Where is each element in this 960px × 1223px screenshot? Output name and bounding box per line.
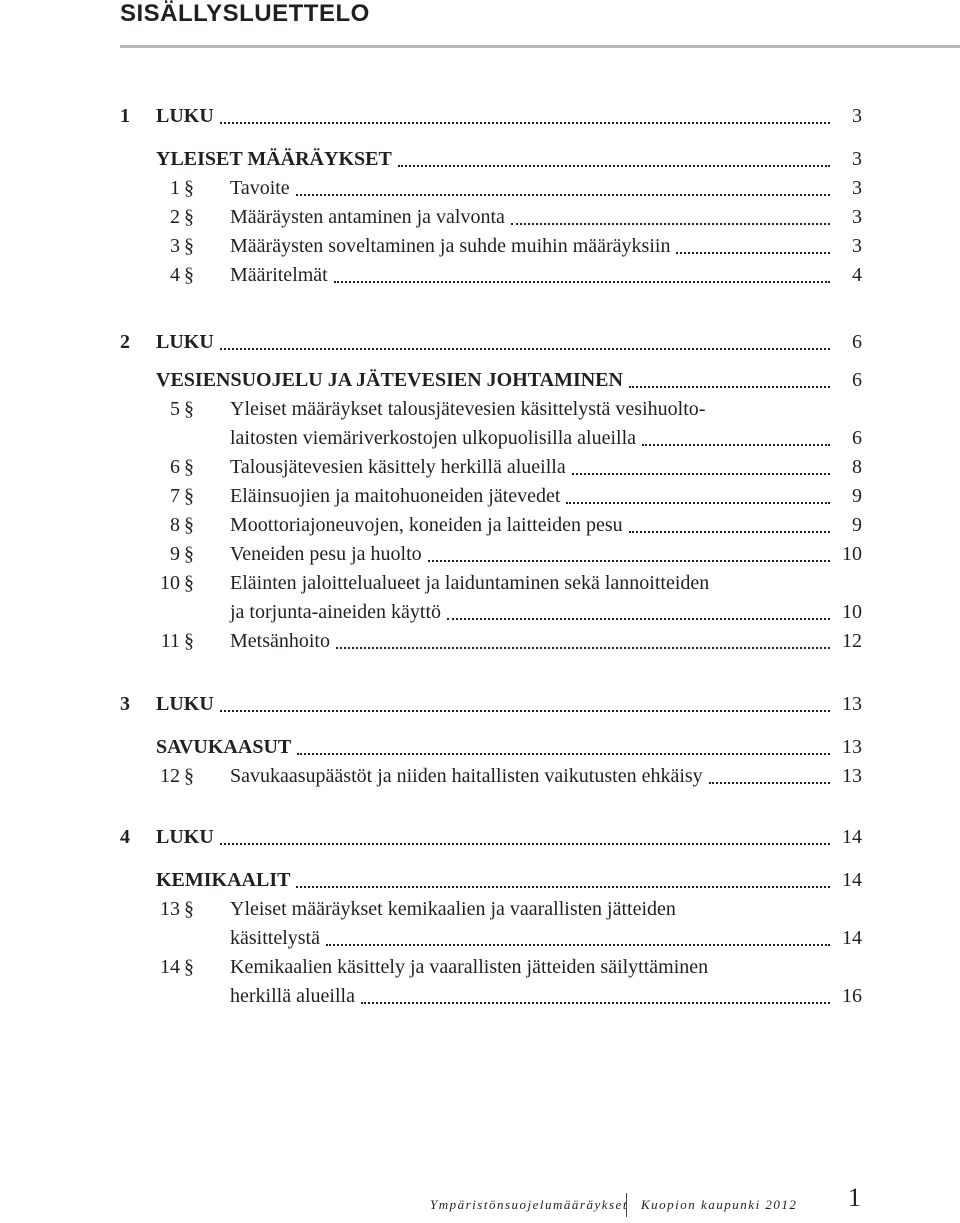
toc-page-number: 6 <box>852 427 862 449</box>
section-symbol: § <box>184 485 194 507</box>
toc-leader-dots <box>220 122 830 124</box>
toc-leader-dots <box>566 502 830 504</box>
toc-page-number: 14 <box>842 869 862 891</box>
toc-leader-dots <box>334 281 830 283</box>
toc-page-number: 9 <box>852 514 862 536</box>
section-symbol: § <box>184 956 194 978</box>
footer-page-number: 1 <box>848 1183 861 1212</box>
section-title: Kemikaalien käsittely ja vaarallisten jätteiden säilyttäminen <box>230 956 709 978</box>
chapter-label: LUKU <box>156 826 214 848</box>
chapter-title: KEMIKAALIT <box>156 869 291 891</box>
section-symbol: § <box>184 456 194 478</box>
toc-page-number: 6 <box>852 369 862 391</box>
section-title: Yleiset määräykset talousjätevesien käsittelystä vesihuolto- <box>230 398 706 420</box>
toc-page-number: 12 <box>842 630 862 652</box>
toc-page-number: 3 <box>852 148 862 170</box>
section-title: Veneiden pesu ja huolto <box>230 543 422 565</box>
section-symbol: § <box>184 264 194 286</box>
section-number: 13 <box>160 898 180 920</box>
toc-page-number: 3 <box>852 206 862 228</box>
chapter-number: 4 <box>120 826 130 848</box>
toc-page-number: 13 <box>842 765 862 787</box>
section-symbol: § <box>184 514 194 536</box>
toc-leader-dots <box>326 944 830 946</box>
section-title: Määritelmät <box>230 264 328 286</box>
page-footer <box>0 1183 960 1223</box>
section-title: Metsänhoito <box>230 630 330 652</box>
toc-leader-dots <box>629 386 830 388</box>
section-number: 14 <box>160 956 180 978</box>
chapter-title: VESIENSUOJELU JA JÄTEVESIEN JOHTAMINEN <box>156 369 623 391</box>
toc-page-number: 9 <box>852 485 862 507</box>
toc-leader-dots <box>220 710 830 712</box>
chapter-number: 3 <box>120 693 130 715</box>
section-number: 10 <box>160 572 180 594</box>
toc-leader-dots <box>296 194 830 196</box>
section-title: Yleiset määräykset kemikaalien ja vaarallisten jätteiden <box>230 898 676 920</box>
section-number: 12 <box>160 765 180 787</box>
toc-page-number: 3 <box>852 105 862 127</box>
toc-leader-dots <box>398 165 830 167</box>
section-title: Moottoriajoneuvojen, koneiden ja laitteiden pesu <box>230 514 623 536</box>
footer-publisher: Kuopion kaupunki 2012 <box>641 1197 798 1212</box>
footer-separator <box>626 1193 627 1217</box>
chapter-number: 1 <box>120 105 130 127</box>
section-title: Talousjätevesien käsittely herkillä alueilla <box>230 456 566 478</box>
chapter-label: LUKU <box>156 693 214 715</box>
toc-page-number: 13 <box>842 736 862 758</box>
section-number: 3 <box>170 235 180 257</box>
section-number: 9 <box>170 543 180 565</box>
toc-page-number: 3 <box>852 235 862 257</box>
section-number: 4 <box>170 264 180 286</box>
toc-leader-dots <box>297 753 830 755</box>
section-number: 2 <box>170 206 180 228</box>
chapter-title: SAVUKAASUT <box>156 736 292 758</box>
toc-page-number: 3 <box>852 177 862 199</box>
section-number: 5 <box>170 398 180 420</box>
toc-leader-dots <box>511 223 830 225</box>
section-symbol: § <box>184 543 194 565</box>
toc-leader-dots <box>220 843 830 845</box>
chapter-label: LUKU <box>156 331 214 353</box>
section-title: herkillä alueilla <box>230 985 355 1007</box>
toc-page-number: 8 <box>852 456 862 478</box>
toc-leader-dots <box>296 886 830 888</box>
section-title: Määräysten antaminen ja valvonta <box>230 206 505 228</box>
section-title: Tavoite <box>230 177 290 199</box>
toc-leader-dots <box>709 782 830 784</box>
section-title: Savukaasupäästöt ja niiden haitallisten vaikutusten ehkäisy <box>230 765 703 787</box>
toc-page-number: 14 <box>842 826 862 848</box>
section-number: 8 <box>170 514 180 536</box>
section-title: Eläinten jaloittelualueet ja laiduntaminen sekä lannoitteiden <box>230 572 710 594</box>
section-number: 6 <box>170 456 180 478</box>
toc-leader-dots <box>572 473 830 475</box>
toc-page-number: 14 <box>842 927 862 949</box>
section-symbol: § <box>184 235 194 257</box>
toc-page-number: 10 <box>842 601 862 623</box>
title-divider <box>120 45 960 48</box>
section-title: Eläinsuojien ja maitohuoneiden jätevedet <box>230 485 561 507</box>
chapter-label: LUKU <box>156 105 214 127</box>
toc-leader-dots <box>220 348 830 350</box>
toc-leader-dots <box>642 444 830 446</box>
toc-page-number: 16 <box>842 985 862 1007</box>
toc-leader-dots <box>428 560 830 562</box>
toc-page-number: 10 <box>842 543 862 565</box>
page-title: SISÄLLYSLUETTELO <box>120 0 370 27</box>
toc-page-number: 6 <box>852 331 862 353</box>
toc-leader-dots <box>336 647 830 649</box>
section-symbol: § <box>184 630 194 652</box>
toc-leader-dots <box>629 531 830 533</box>
toc-leader-dots <box>361 1002 830 1004</box>
section-title: Määräysten soveltaminen ja suhde muihin määräyksiin <box>230 235 671 257</box>
toc-page-number: 13 <box>842 693 862 715</box>
section-symbol: § <box>184 206 194 228</box>
section-symbol: § <box>184 177 194 199</box>
toc-leader-dots <box>447 618 830 620</box>
section-symbol: § <box>184 572 194 594</box>
section-number: 7 <box>170 485 180 507</box>
toc-page-number: 4 <box>852 264 862 286</box>
section-symbol: § <box>184 898 194 920</box>
chapter-number: 2 <box>120 331 130 353</box>
section-title: laitosten viemäriverkostojen ulkopuolisilla alueilla <box>230 427 637 449</box>
chapter-title: YLEISET MÄÄRÄYKSET <box>156 148 392 170</box>
footer-document-title: Ympäristönsuojelumääräykset <box>430 1197 628 1212</box>
section-symbol: § <box>184 398 194 420</box>
section-symbol: § <box>184 765 194 787</box>
section-number: 11 <box>160 630 180 652</box>
section-title: käsittelystä <box>230 927 320 949</box>
section-number: 1 <box>170 177 180 199</box>
section-title: ja torjunta-aineiden käyttö <box>230 601 442 623</box>
toc-leader-dots <box>676 252 830 254</box>
